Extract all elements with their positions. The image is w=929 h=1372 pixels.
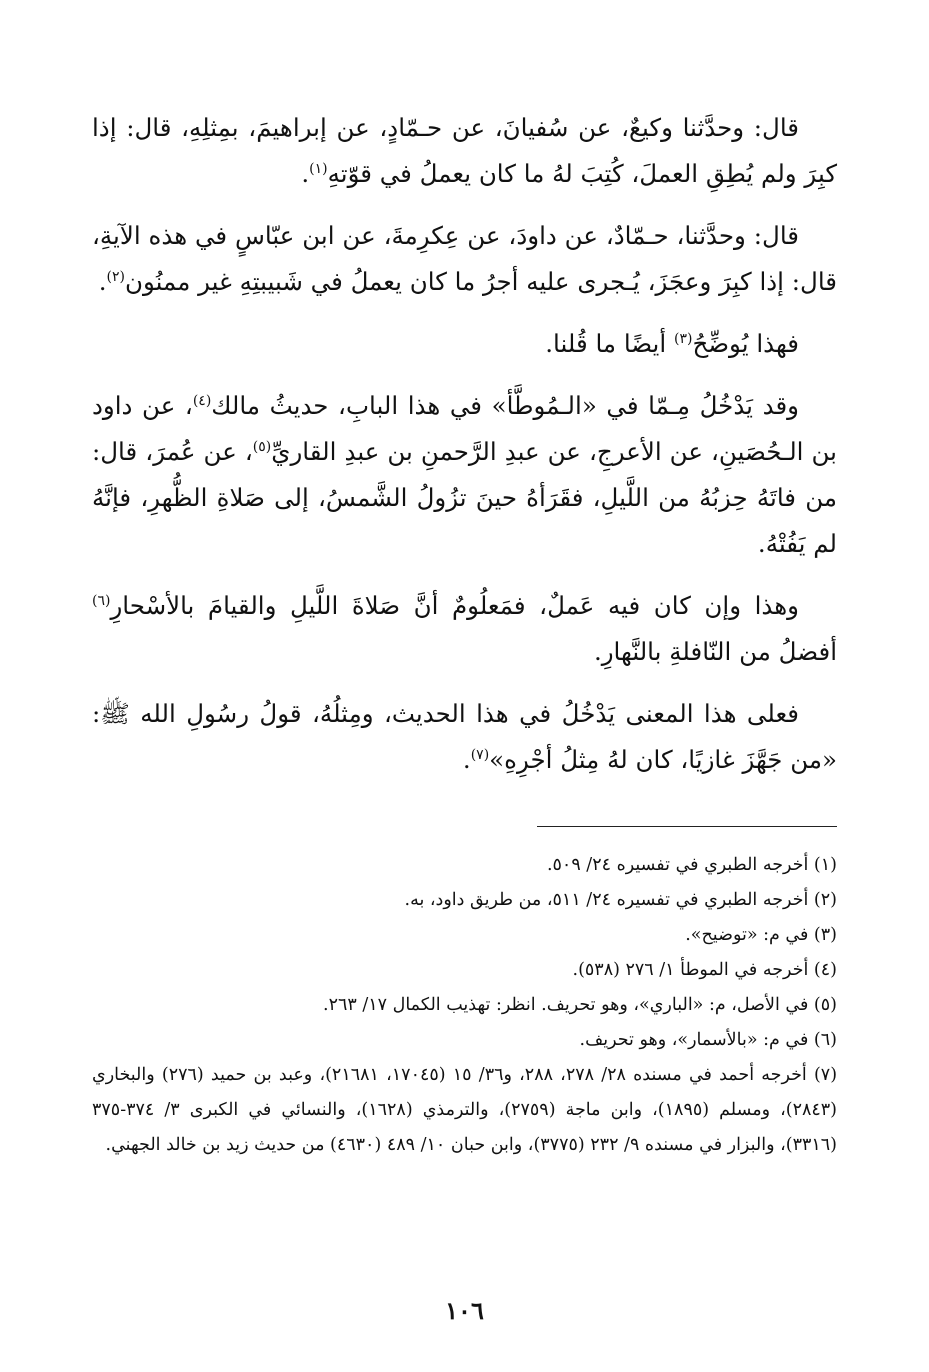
footnote-5: (٥) في الأصل، م: «الباري»، وهو تحريف. انظر: تهذيب الكمال ١٧/ ٢٦٣. (323, 995, 837, 1015)
paragraph-text: قال: وحدَّثنا وكيعٌ، عن سُفيانَ، عن حـمّادٍ، عن إبراهيمَ، بمِثلِهِ، قال: إذا كبِرَ ولم يُطِقِ العملَ، كُتِبَ لهُ ما كان يعملُ في قوّتهِ (92, 113, 837, 188)
paragraph-3 (92, 321, 837, 367)
footnotes (92, 848, 837, 1163)
footnote-marker: (٢) (106, 268, 126, 285)
page-number: ١٠٦ (445, 1296, 484, 1325)
footnote-marker: (٧) (470, 746, 490, 763)
footnote-6: (٦) في م: «بالأسمار»، وهو تحريف. (579, 1030, 837, 1050)
paragraph-text: وقد يَدْخُلُ مِـمّا في «الـمُوطَّأ» في هذا البابِ، حديثُ مالك (211, 391, 799, 420)
footnote-4: (٤) أخرجه في الموطأ ١/ ٢٧٦ (٥٣٨). (572, 960, 837, 980)
paragraph-end: . (98, 267, 107, 296)
paragraph-end: . (301, 159, 310, 188)
paragraph-text: وهذا وإن كان فيه عَملٌ، فمَعلُومٌ أنَّ صَلاةَ اللَّيلِ والقيامَ بالأسْحارِ (110, 591, 799, 620)
footnote-marker: (٤) (192, 392, 212, 409)
paragraph-end: أيضًا ما قُلنا. (545, 329, 674, 358)
footnote-7: (٧) أخرجه أحمد في مسنده ٢٨/ ٢٧٨، ٢٨٨، و٣٦/ ١٥ (١٧٠٤٥، ٢١٦٨١)، وعبد بن حميد (٢٧٦) والبخاري (٢٨٤٣)، ومسلم (١٨٩٥)، وابن ماجة (٢٧٥٩)، والترمذي (١٦٢٨)، والنسائي في الكبرى ٣/ ٣٧٤-٣٧٥ (٣٣١٦)، والبزار في مسنده ٩/ ٢٣٢ (٣٧٧٥)، وابن حبان ١٠/ ٤٨٩ (٤٦٣٠) من حديث زيد بن خالد الجهني. (92, 1065, 838, 1155)
footnote-marker: (١) (309, 160, 328, 177)
footnote-separator (537, 826, 837, 827)
paragraph-text: فعلى هذا المعنى يَدْخُلُ في هذا الحديث، ومِثلُهُ، قولُ رسُولِ الله ﷺ: «من جَهَّزَ غازيًا، كان لهُ مِثلُ أجْرِهِ» (92, 699, 837, 774)
paragraph-end: . (462, 745, 471, 774)
paragraph-2 (92, 213, 837, 305)
paragraph-1 (92, 105, 837, 197)
paragraph-text: قال: وحدَّثنا، حـمّادٌ، عن داودَ، عن عِكرِمةَ، عن ابن عبّاسٍ في هذه الآيةِ، قال: إذا كبِرَ وعجَزَ، يُـجرى عليه أجرُ ما كان يعملُ في شَبيبتِهِ غير ممنُون (92, 221, 837, 296)
paragraph-end: ، عن داود بن الـحُصَينِ، عن الأعرجِ، عن عبدِ الرَّحمنِ بن عبدِ القاريِّ (92, 391, 837, 466)
footnote-marker: (٥) (252, 438, 272, 455)
paragraph-6 (92, 691, 837, 783)
footnote-3: (٣) في م: «توضيح». (685, 925, 837, 945)
main-text (92, 105, 837, 799)
footnote-marker: (٦) (92, 592, 111, 609)
footnote-2: (٢) أخرجه الطبري في تفسيره ٢٤/ ٥١١، من طريق داود، به. (404, 890, 837, 910)
footnote-marker: (٣) (673, 330, 693, 347)
footnote-1: (١) أخرجه الطبري في تفسيره ٢٤/ ٥٠٩. (546, 855, 837, 875)
paragraph-5 (92, 583, 837, 675)
paragraph-end: أفضلُ من النّافلةِ بالنَّهارِ. (593, 637, 837, 666)
paragraph-4 (92, 383, 837, 567)
paragraph-end: ، عن عُمرَ، قال: من فاتَهُ حِزبُهُ من اللَّيلِ، فقَرَأهُ حينَ تزُولُ الشَّمسُ، إلى صَلاةِ الظُّهرِ، فإنَّهُ لم يَفُتْهُ. (92, 437, 837, 558)
paragraph-text: فهذا يُوضِّحُ (692, 329, 799, 358)
